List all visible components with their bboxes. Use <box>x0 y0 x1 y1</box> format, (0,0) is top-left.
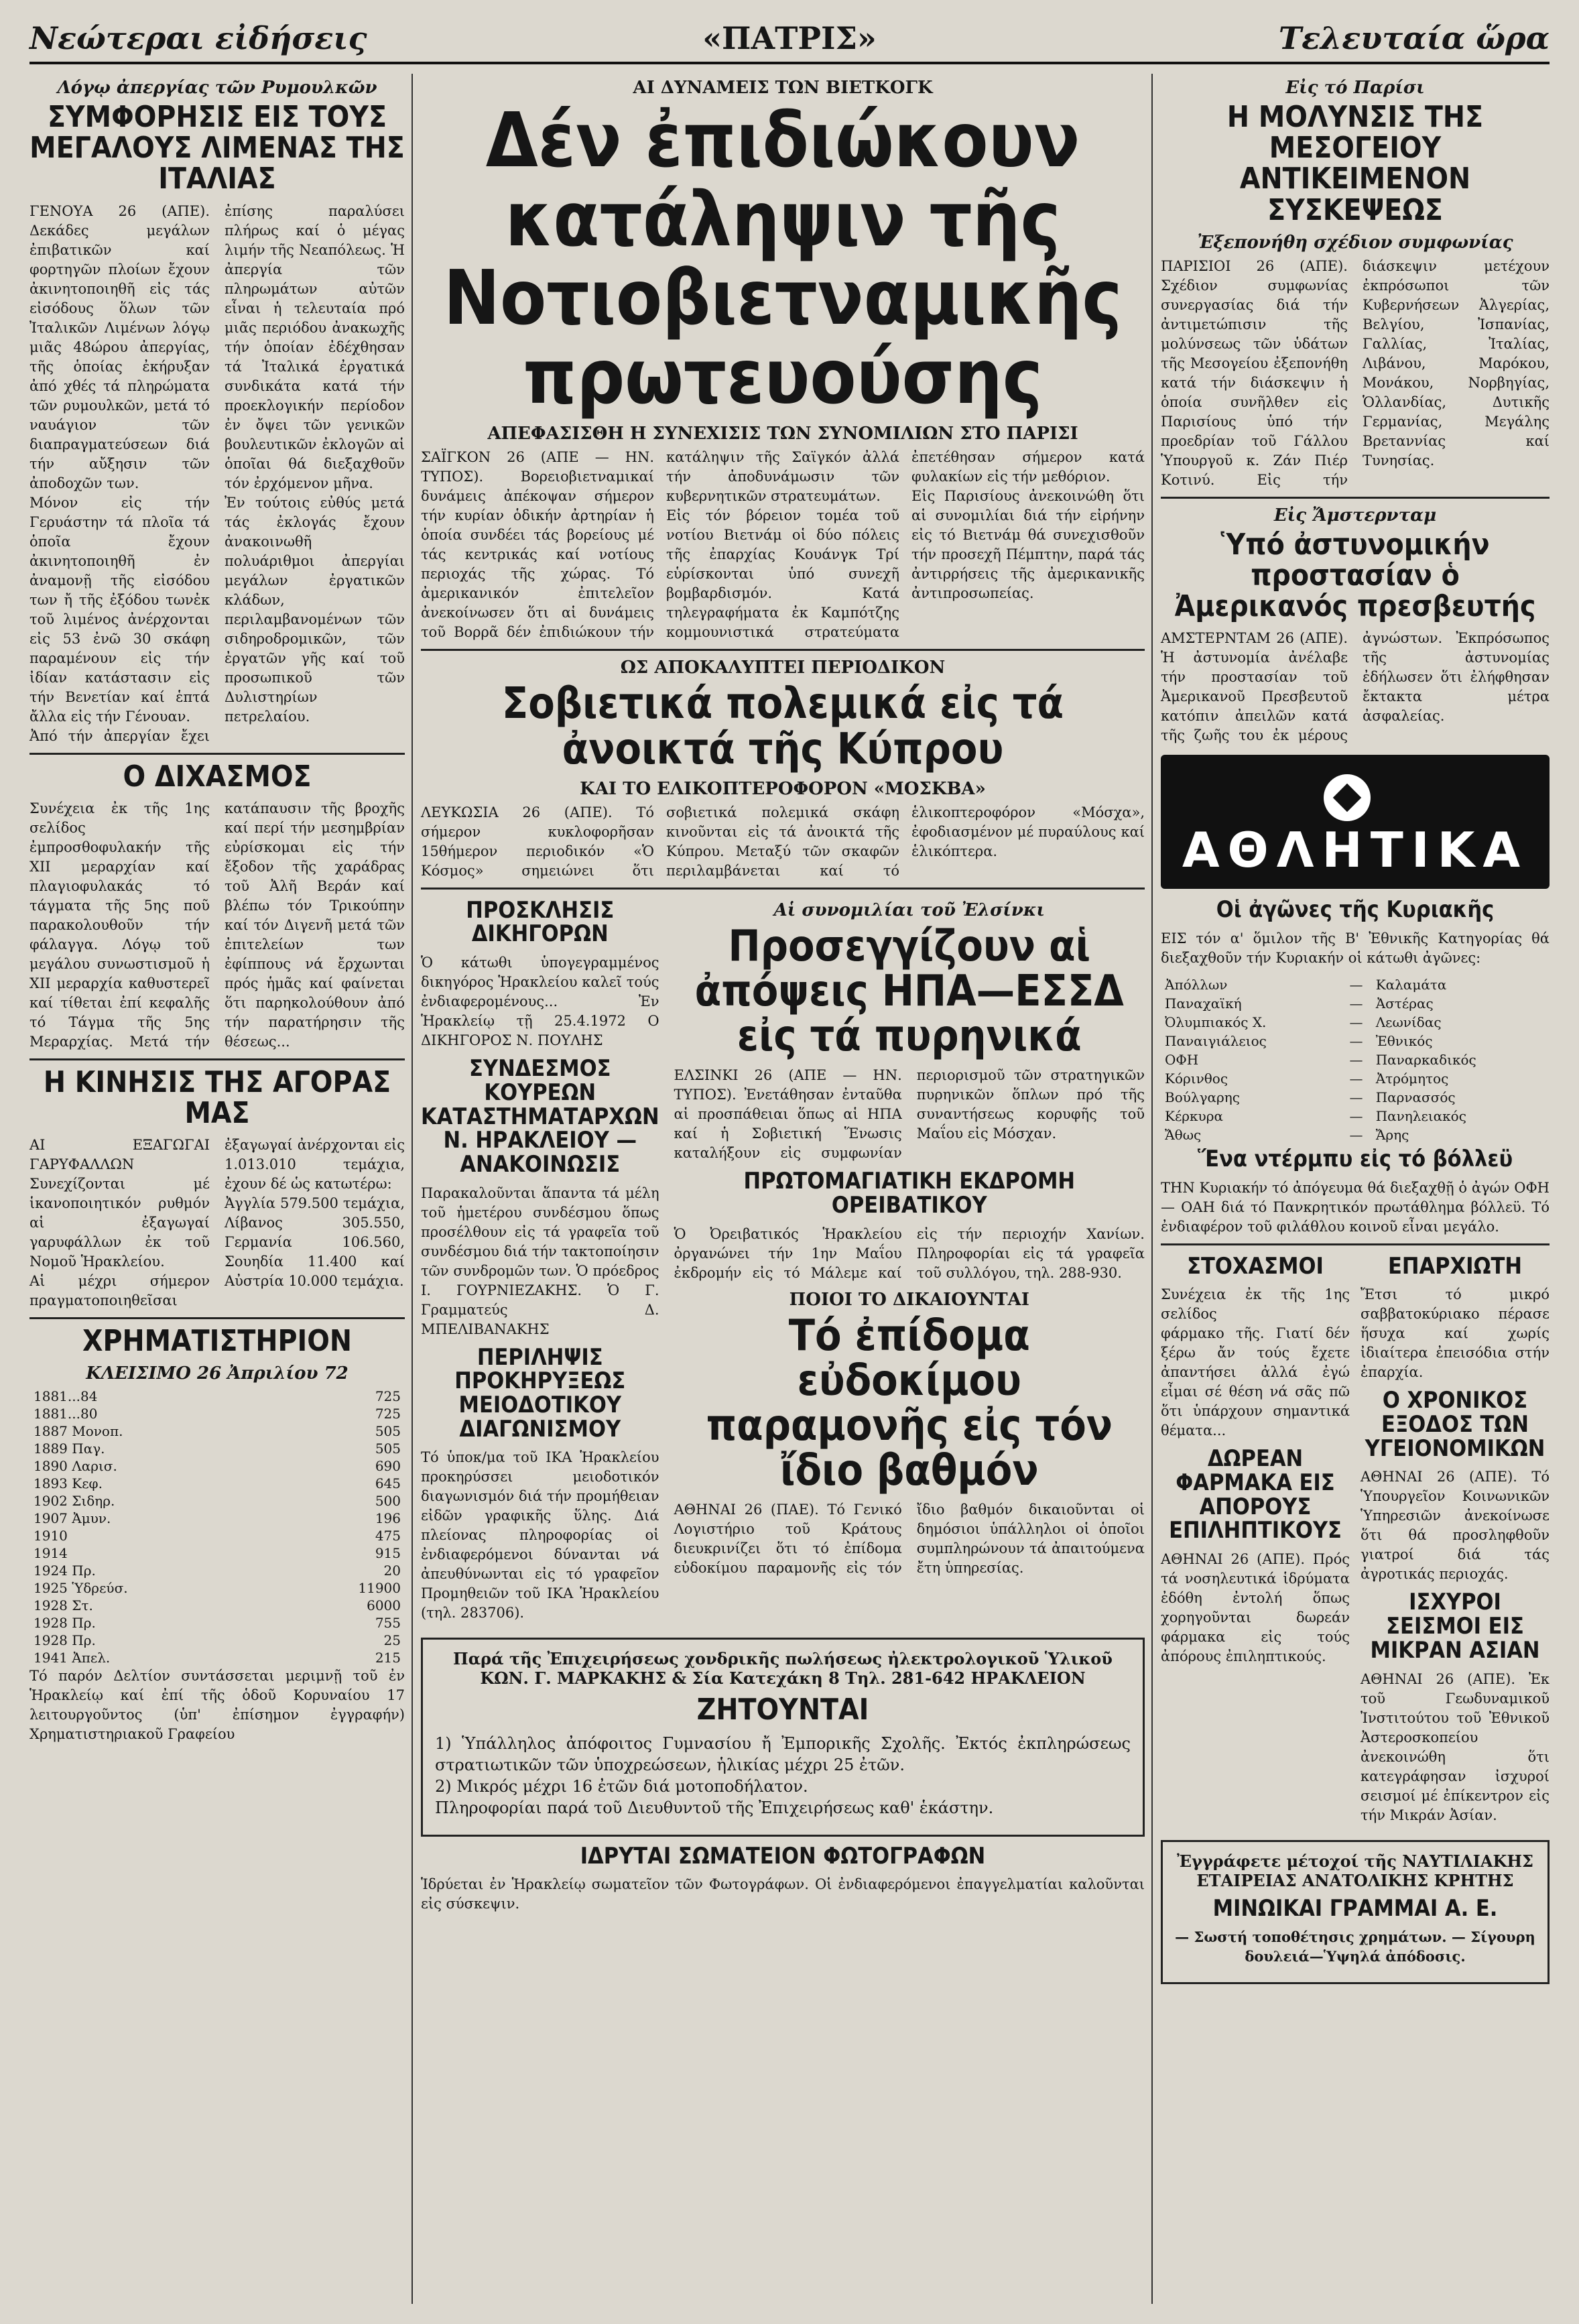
divider <box>1161 497 1550 499</box>
article-headline: Ὑπό ἀστυνομικήν προστασίαν ὁ Ἀμερικανός πρεσβευτής <box>1174 527 1536 624</box>
article-headline: ΠΡΩΤΟΜΑΓΙΑΤΙΚΗ ΕΚΔΡΟΜΗ ΟΡΕΙΒΑΤΙΚΟΥ <box>743 1168 1075 1219</box>
market-label: 1889 Παγ. <box>34 1441 105 1457</box>
article-body: ΑΙ ΕΞΑΓΩΓΑΙ ΓΑΡΥΦΑΛΛΩΝ Συνεχίζονται μέ ἱκανοποιητικόν ρυθμόν αἱ ἐξαγωγαί γαρυφάλλων ἐκ τοῦ Νομοῦ Ἡρακλείου. Αἱ μέχρι σήμερον πραγματοποιηθεῖσαι ἐξαγωγαί ἀνέρχονται εἰς 1.013.010 τεμάχια, ἐχουν δέ ὡς κατωτέρω: Ἀγγλία 579.500 τεμάχια, Λίβανος 305.550, Γερμανία 106.560, Σουηδία 11.400 καί Αὐστρία 10.000 τεμάχια. <box>29 1137 405 1309</box>
away-team: Λεωνίδας <box>1375 1014 1442 1030</box>
lower-right <box>1361 1252 1554 1832</box>
home-team: ΟΦΗ <box>1165 1052 1199 1068</box>
article-kicker: Εἰς Ἄμστερνταμ <box>1273 505 1437 526</box>
fixture-separator: — <box>1349 1052 1363 1068</box>
ad-intro: Παρά τῆς Ἐπιχειρήσεως χονδρικῆς πωλήσεως ἠλεκτρολογικοῦ Ὑλικοῦ ΚΩΝ. Γ. ΜΑΡΚΑΚΗΣ & Σία Κατεχάκη 8 Τηλ. 281-642 ΗΡΑΚΛΕΙΟΝ <box>453 1649 1119 1689</box>
lower-section <box>421 896 1149 1630</box>
lower-left <box>421 896 664 1630</box>
away-team: Ἀτρόμητος <box>1375 1071 1449 1087</box>
article-headline: Ο ΔΙΧΑΣΜΟΣ <box>123 759 312 794</box>
home-team: Ὀλυμπιακός Χ. <box>1165 1014 1267 1030</box>
sports-banner <box>1161 755 1550 889</box>
market-value: 725 <box>375 1388 401 1405</box>
header-center: «ΠΑΤΡΙΣ» <box>702 20 877 56</box>
soviet-headline: Σοβιετικά πολεμικά εἰς τά ἀνοικτά τῆς Κύπρου <box>501 679 1064 774</box>
center-column <box>421 74 1149 2304</box>
article-body: Ἱδρύεται ἐν Ἡρακλείῳ σωματεῖον τῶν Φωτογράφων. Οἱ ἐνδιαφερόμενοι ἐπαγγελματίαι καλοῦνται εἰς σύσκεψιν. <box>421 1876 1149 1912</box>
home-team: Κόρινθος <box>1165 1071 1228 1087</box>
market-table <box>29 1388 405 1666</box>
article-body: ΠΑΡΙΣΙΟΙ 26 (ΑΠΕ). Σχέδιον συμφωνίας συνεργασίας διά τήν ἀντιμετώπισιν τῆς μολύνσεως τῶν ὑδάτων τῆς Μεσογείου ἐξεπονήθη κατά τήν διάσκεψιν ἡ ὁποία συνῆλθεν εἰς Παρισίους ὑπό τήν προεδρίαν τοῦ Γάλλου Ὑπουργοῦ κ. Ζάν Πιέρ Κοτινύ. Εἰς τήν διάσκεψιν μετέχουν ἐκπρόσωποι τῶν Κυβερνήσεων Ἀλγερίας, Βελγίου, Ἰσπανίας, Γαλλίας, Ἰταλίας, Λιβάνου, Μαρόκου, Μονάκου, Νορβηγίας, Ὁλλανδίας, Δυτικῆς Γερμανίας, Μεγάλης Βρεταννίας καί Τυνησίας. <box>1161 257 1554 488</box>
market-footnote: Τό παρόν Δελτίον συντάσσεται μεριμνῇ τοῦ ἐν Ἡρακλείῳ καί ἐπί τῆς ὁδοῦ Κορυναίου 17 λειτουργοῦντος (ὑπ' ἐπίσημον ἐγγραφήν) Χρηματιστηριακοῦ Γραφείου <box>29 1668 409 1743</box>
home-team: Βούλγαρης <box>1165 1089 1240 1105</box>
market-row <box>29 1614 405 1632</box>
market-value: 500 <box>375 1493 401 1510</box>
market-value: 645 <box>375 1475 401 1492</box>
article-headline: Η ΚΙΝΗΣΙΣ ΤΗΣ ΑΓΟΡΑΣ ΜΑΣ <box>43 1064 391 1130</box>
right-column <box>1161 74 1554 2304</box>
column-rule <box>412 74 413 2304</box>
market-value: 20 <box>383 1563 401 1579</box>
ad-foot: — Σωστή τοποθέτησις χρημάτων. — Σίγουρη δουλειά—Ὑψηλά ἀπόδοσις. <box>1175 1929 1541 1965</box>
sports-headline: Οἱ ἀγῶνες τῆς Κυριακῆς <box>1216 896 1495 924</box>
hpa-kicker: Αἱ συνομιλίαι τοῦ Ἐλσίνκι <box>773 900 1045 920</box>
away-team: Ἀστέρας <box>1375 995 1434 1012</box>
article-headline: ΣΥΝΔΕΣΜΟΣ ΚΟΥΡΕΩΝ ΚΑΤΑΣΤΗΜΑΤΑΡΧΩΝ Ν. ΗΡΑΚΛΕΙΟΥ — ΑΝΑΚΟΙΝΩΣΙΣ <box>421 1055 659 1178</box>
market-value: 6000 <box>367 1597 401 1614</box>
fixture-separator: — <box>1349 1108 1363 1124</box>
sports-label: ΑΘΛΗΤΙΚΑ <box>1182 822 1529 879</box>
shipping-ad <box>1161 1840 1550 1985</box>
article-body: Παρακαλοῦνται ἅπαντα τά μέλη τοῦ ἡμετέρου συνδέσμου ὅπως προσέλθουν εἰς τά γραφεῖα τοῦ συνδέσμου διά τήν τακτοποίησιν τῶν συνδρομῶν των. Ὁ πρόεδρος Ι. ΓΟΥΡΝΙΕΖΑΚΗΣ. Ὁ Γ. Γραμματεύς Δ. ΜΠΕΛΙΒΑΝΑΚΗΣ <box>421 1184 664 1337</box>
lead-subhead: ΑΠΕΦΑΣΙΣΘΗ Η ΣΥΝΕΧΙΣΙΣ ΤΩΝ ΣΥΝΟΜΙΛΙΩΝ ΣΤΟ ΠΑΡΙΣΙ <box>487 424 1078 444</box>
article-headline: ΠΕΡΙΛΗΨΙΣ ΠΡΟΚΗΡΥΞΕΩΣ ΜΕΙΟΔΟΤΙΚΟΥ ΔΙΑΓΩΝΙΣΜΟΥ <box>454 1343 626 1443</box>
away-team: Παρνασσός <box>1375 1089 1456 1105</box>
market-subhead: ΚΛΕΙΣΙΜΟ 26 Ἀπριλίου 72 <box>86 1363 349 1384</box>
article-body: ΓΕΝΟΥΑ 26 (ΑΠΕ). Δεκάδες μεγάλων ἐπιβατικῶν καί φορτηγῶν πλοίων ἔχουν ἀκινητοποιηθῆ εἰς τάς εἰσόδους ὅλων τῶν Ἰταλικῶν Λιμένων λόγῳ μιᾶς 48ώρου ἀπεργίας, τῆς ὁποίας ἐκήρυξαν ἀπό χθές τά πληρώματα τῶν ρυμουλκῶν, μετά τό ναυάγιον τῶν διαπραγματεύσεων διά τήν αὔξησιν τῶν ἀποδοχῶν των. Μόνον εἰς τήν Γερυάστην τά πλοῖα τά ὁποῖα ἔχουν ἀκινητοποιηθῆ ἐν ἀναμονῇ τῆς εἰσόδου των ἤ τῆς ἐξόδου τωνἐκ τοῦ λιμένος ἀνέρχονται εἰς 53 ἐνῶ 30 σκάφη παραμένουν εἰς τήν ἰδίαν κατάστασιν εἰς τήν Βενετίαν καί ἑπτά ἄλλα εἰς τήν Γένουαν. Ἀπό τήν ἀπεργίαν ἔχει ἐπίσης παραλύσει πλήρως καί ὁ μέγας λιμήν τῆς Νεαπόλεως. Ἡ ἀπεργία τῶν πληρωμάτων αὐτῶν εἶναι ἡ τελευταία πρό μιᾶς περιόδου ἀνακωχῆς τήν ὁποίαν ἐδέχθησαν τά Ἰταλικά ἐργατικά συνδικάτα κατά τήν προεκλογικήν περίοδον ἐν ὄψει τῶν γενικῶν βουλευτικῶν ἐκλογῶν αἱ ὁποῖαι θά διεξαχθοῦν τόν ἐρχόμενον μῆνα. Ἐν τούτοις εὐθύς μετά τάς ἐκλογάς ἔχουν ἀνακοινωθῆ πολυάριθμοι ἀπεργίαι μεγάλων ἐργατικῶν κλάδων, περιλαμβανομένων τῶν σιδηροδρομικῶν, τῶν ἐργατῶν γῆς καί τοῦ προσωπικοῦ τῶν Δυλιστηρίων πετρελαίου. <box>29 202 405 744</box>
market-row <box>29 1579 405 1597</box>
fixture-separator: — <box>1349 977 1363 993</box>
article-body: ΑΘΗΝΑΙ 26 (ΑΠΕ). Πρός τά νοσηλευτικά ἱδρύματα ἐδόθη ἐντολή ὅπως χορηγοῦνται δωρεάν φάρμακα εἰς τούς ἀπόρους ἐπιληπτικούς. <box>1161 1551 1354 1665</box>
sports-body: ΤΗΝ Κυριακήν τό ἀπόγευμα θά διεξαχθῇ ὁ ἀγών ΟΦΗ — ΟΑΗ διά τό Πανκρητικόν πρωτάθλημα βόλλεϋ. Τό ἐνδιαφέρον τοῦ φιλάθλου κοινοῦ εἶναι μεγάλο. <box>1161 1179 1554 1235</box>
market-label: 1881...80 <box>34 1406 98 1422</box>
market-row <box>29 1632 405 1649</box>
market-value: 11900 <box>358 1580 401 1597</box>
divider <box>29 1317 405 1319</box>
market-value: 505 <box>375 1441 401 1457</box>
article-headline: ΣΤΟΧΑΣΜΟΙ <box>1187 1252 1324 1280</box>
away-team: Παναρκαδικός <box>1375 1052 1476 1068</box>
fixture-separator: — <box>1349 1014 1363 1030</box>
divider <box>29 1058 405 1060</box>
article-headline: Ο ΧΡΟΝΙΚΟΣ ΕΞΟΔΟΣ ΤΩΝ ΥΓΕΙΟΝΟΜΙΚΩΝ <box>1365 1387 1545 1462</box>
away-team: Καλαμάτα <box>1375 977 1447 993</box>
home-team: Παναιγιάλειος <box>1165 1033 1267 1049</box>
article-body: Συνέχεια ἐκ τῆς 1ης σελίδος φάρμακο τῆς. Γιατί δέν ξέρω ἄν τούς ἔχετε ἀπαντήσει ἀλλά ἐγώ εἶμαι σέ θέση νά σᾶς πῶ ὅτι ὑπάρχουν σημαντικά θέματα... <box>1161 1286 1350 1439</box>
market-label: 1928 Πρ. <box>34 1615 96 1632</box>
market-value: 915 <box>375 1545 401 1562</box>
divider <box>29 753 405 755</box>
fixture-separator: — <box>1349 1033 1363 1049</box>
soviet-body: ΛΕΥΚΩΣΙΑ 26 (ΑΠΕ). Τό σήμερον κυκλοφορῆσαν 15θήμερον περιοδικόν «Ὁ Κόσμος» σημειώνει ὅτι σοβιετικά πολεμικά σκάφη κινοῦνται εἰς τά ἀνοικτά τῆς Κύπρου. Μεταξύ τῶν σκαφῶν περιλαμβάνεται καί τό ἑλικοπτεροφόρον «Μόσχα», ἐφοδιασμένον μέ πυραύλους καί ἑλικόπτερα. <box>421 804 1149 879</box>
market-row <box>29 1597 405 1614</box>
lead-headline: Δέν ἐπιδιώκουν κατάληψιν τῆς Νοτιοβιετναμικῆς πρωτευούσης <box>443 97 1123 421</box>
market-label: 1881...84 <box>34 1388 98 1405</box>
market-value: 725 <box>375 1406 401 1422</box>
benefit-headline: Τό ἐπίδομα εὐδοκίμου παραμονῆς εἰς τόν ἴδιο βαθμόν <box>706 1310 1113 1496</box>
home-team: Ἀπόλλων <box>1165 977 1228 993</box>
market-headline: ΧΡΗΜΑΤΙΣΤΗΡΙΟΝ <box>82 1324 353 1359</box>
ad-body: 1) Ὑπάλληλος ἀπόφοιτος Γυμνασίου ἤ Ἐμπορικῆς Σχολῆς. Ἐκτός ἐκπληρώσεως στρατιωτικῶν τῶν ὑποχρεώσεων, ἡλικίας μέχρι 25 ἐτῶν. 2) Μικρός μέχρι 16 ἐτῶν διά μοτοποδήλατον. Πληροφορίαι παρά τοῦ Διευθυντοῦ τῆς Ἐπιχειρήσεως καθ' ἑκάστην. <box>435 1733 1131 1817</box>
market-value: 755 <box>375 1615 401 1632</box>
fixture-row <box>1162 995 1548 1012</box>
fixture-row <box>1162 1051 1548 1068</box>
article-headline: ΙΣΧΥΡΟΙ ΣΕΙΣΜΟΙ ΕΙΣ ΜΙΚΡΑΝ ΑΣΙΑΝ <box>1370 1589 1540 1664</box>
market-value: 25 <box>383 1632 401 1649</box>
divider <box>1161 1243 1550 1245</box>
fixture-separator: — <box>1349 1127 1363 1143</box>
article-headline: ΙΔΡΥΤΑΙ ΣΩΜΑΤΕΙΟΝ ΦΩΤΟΓΡΑΦΩΝ <box>580 1842 986 1870</box>
lower-right <box>674 896 1149 1630</box>
ad-headline: ΖΗΤΟΥΝΤΑΙ <box>696 1693 869 1727</box>
article-body: Ὁ κάτωθι ὑπογεγραμμένος δικηγόρος Ἡρακλείου καλεῖ τούς ἐνδιαφερομένους... Ἐν Ἡρακλείῳ τῇ 25.4.1972 Ο ΔΙΚΗΓΟΡΟΣ Ν. ΠΟΥΛΗΣ <box>421 955 664 1049</box>
market-row <box>29 1388 405 1405</box>
market-label: 1925 Ὑδρεύσ. <box>34 1580 128 1597</box>
market-row <box>29 1422 405 1440</box>
market-row <box>29 1649 405 1666</box>
classified-ad <box>421 1638 1145 1836</box>
left-column <box>29 74 409 2304</box>
fixture-row <box>1162 1070 1548 1087</box>
article-body: Ἔτσι τό μικρό σαββατοκύριακο πέρασε ἥσυχα καί χωρίς ἰδιαίτερα ἐπεισόδια στήν ἐπαρχία. <box>1361 1286 1554 1381</box>
article-body: Συνέχεια ἐκ τῆς 1ης σελίδος ἐμπροσθοφυλακήν τῆς ΧΙΙ μεραρχίαν καί πλαγιοφυλακάς τό τάγματα τῆς 5ης ποῦ παρακολουθοῦν τήν φάλαγγα. Λόγῳ τοῦ μεγάλου συνωστισμοῦ ἡ ΧΙΙ μεραρχία καθυστερεῖ καί τίθεται ἐπί κεφαλῆς τό Τάγμα τῆς 5ης Μεραρχίας. Μετά τήν κατάπαυσιν τῆς βροχῆς καί περί τήν μεσημβρίαν εὐρίσκομαι εἰς τήν ἔξοδον τῆς χαράδρας τοῦ Ἀλῆ Βεράν καί βλέπω τόν Τρικούπην καί τόν Διγενῆ μετά τῶν ἐπιτελείων των ἐφίππους νά ἔρχωνται πρός ἡμᾶς καί φαίνεται ὅτι παρηκολούθουν ἀπό τήν παρατήρησιν τῆς θέσεως... <box>29 800 405 1050</box>
header-left: Νεώτεραι εἰδήσεις <box>29 20 367 56</box>
article-body: ΑΘΗΝΑΙ 26 (ΑΠΕ). Ἐκ τοῦ Γεωδυναμικοῦ Ἰνστιτούτου τοῦ Ἐθνικοῦ Ἀστεροσκοπείου ἀνεκοινώθη ὅτι κατεγράφησαν ἰσχυροί σεισμοί μέ ἐπίκεντρον εἰς τήν Μικράν Ἀσίαν. <box>1361 1670 1554 1823</box>
away-team: Ἄρης <box>1375 1127 1409 1143</box>
article-headline: ΠΡΟΣΚΛΗΣΙΣ ΔΙΚΗΓΟΡΩΝ <box>466 896 615 948</box>
market-value: 196 <box>375 1510 401 1527</box>
article-body: Ὁ Ὀρειβατικός Ἡρακλείου ὀργανώνει τήν 1ην Μαΐου ἐκδρομήν εἰς τό Μάλεμε καί εἰς τήν περιοχήν Χανίων. Πληροφορίαι εἰς τά γραφεῖα τοῦ συλλόγου, τηλ. 288-930. <box>674 1225 1149 1281</box>
market-label: 1924 Πρ. <box>34 1563 96 1579</box>
article-headline: ΔΩΡΕΑΝ ΦΑΡΜΑΚΑ ΕΙΣ ΑΠΟΡΟΥΣ ΕΠΙΛΗΠΤΙΚΟΥΣ <box>1169 1445 1342 1544</box>
fixture-separator: — <box>1349 995 1363 1012</box>
fixture-row <box>1162 1089 1548 1106</box>
ad-company: ΜΙΝΩΙΚΑΙ ΓΡΑΜΜΑΙ Α. Ε. <box>1212 1894 1498 1922</box>
article-body: ΑΜΣΤΕΡΝΤΑΜ 26 (ΑΠΕ). Ἡ ἀστυνομία ἀνέλαβε τήν προστασίαν τοῦ Ἀμερικανοῦ Πρεσβευτοῦ κατόπιν ἀπειλῶν κατά τῆς ζωῆς του ἐκ μέρους ἀγνώστων. Ἐκπρόσωπος τῆς ἀστυνομίας ἐδήλωσεν ὅτι ἐλήφθησαν ἔκτακτα μέτρα ἀσφαλείας. <box>1161 630 1554 744</box>
market-value: 475 <box>375 1528 401 1544</box>
market-label: 1907 Ἀμυν. <box>34 1510 111 1527</box>
market-row <box>29 1544 405 1562</box>
sports-headline: Ἕνα ντέρμπυ εἰς τό βόλλεϋ <box>1197 1146 1513 1172</box>
market-row <box>29 1510 405 1527</box>
fixture-row <box>1162 1014 1548 1031</box>
article-subhead: Ἐξεπονήθη σχέδιον συμφωνίας <box>1197 232 1513 253</box>
market-label: 1887 Μονοπ. <box>34 1423 123 1440</box>
article-headline: ΕΠΑΡΧΙΩΤΗ <box>1387 1252 1522 1280</box>
market-row <box>29 1527 405 1544</box>
football-icon <box>1324 774 1371 821</box>
market-label: 1928 Στ. <box>34 1597 93 1614</box>
article-headline: ΣΥΜΦΟΡΗΣΙΣ ΕΙΣ ΤΟΥΣ ΜΕΓΑΛΟΥΣ ΛΙΜΕΝΑΣ ΤΗΣ ΙΤΑΛΙΑΣ <box>29 100 405 196</box>
ad-intro: Ἐγγράφετε μέτοχοί τῆς ΝΑΥΤΙΛΙΑΚΗΣ ΕΤΑΙΡΕΙΑΣ ΑΝΑΤΟΛΙΚΗΣ ΚΡΗΤΗΣ <box>1177 1851 1539 1890</box>
fixture-row <box>1162 1107 1548 1125</box>
fixture-row <box>1162 1032 1548 1050</box>
divider <box>421 888 1145 890</box>
hpa-headline: Προσεγγίζουν αἱ ἀπόψεις ΗΠΑ—ΕΣΣΔ εἰς τά πυρηνικά <box>694 921 1124 1062</box>
market-label: 1893 Κεφ. <box>34 1475 103 1492</box>
market-label: 1941 Ἀπελ. <box>34 1650 111 1666</box>
away-team: Πανηλειακός <box>1375 1108 1466 1124</box>
market-row <box>29 1475 405 1492</box>
away-team: Ἐθνικός <box>1375 1033 1433 1049</box>
fixture-separator: — <box>1349 1071 1363 1087</box>
article-headline: Η ΜΟΛΥΝΣΙΣ ΤΗΣ ΜΕΣΟΓΕΙΟΥ ΑΝΤΙΚΕΙΜΕΝΟΝ ΣΥΣΚΕΨΕΩΣ <box>1226 100 1484 227</box>
article-kicker: Εἰς τό Παρίσι <box>1285 78 1425 98</box>
market-label: 1914 <box>34 1545 68 1562</box>
market-value: 690 <box>375 1458 401 1475</box>
home-team: Ἄθως <box>1165 1127 1202 1143</box>
lead-kicker: ΑΙ ΔΥΝΑΜΕΙΣ ΤΩΝ ΒΙΕΤΚΟΓΚ <box>633 78 933 98</box>
article-kicker: Λόγῳ ἀπεργίας τῶν Ρυμουλκῶν <box>57 78 377 98</box>
home-team: Παναχαϊκή <box>1165 995 1242 1012</box>
market-row <box>29 1457 405 1475</box>
lower-left <box>1161 1252 1354 1832</box>
fixture-row <box>1162 1126 1548 1144</box>
market-row <box>29 1492 405 1510</box>
lead-body: ΣΑΪΓΚΟΝ 26 (ΑΠΕ — ΗΝ. ΤΥΠΟΣ). Βορειοβιετναμικαί δυνάμεις ἀπέκοψαν σήμερον τήν κυρίαν ὁδικήν ἀρτηρίαν ἡ ὁποία συνδέει τάς βορείους μέ τάς κεντρικάς καί νοτίους περιοχάς τῆς χώρας. Τό ἀμερικανικόν ἐπιτελεῖον ἀνεκοίνωσεν ὅτι αἱ δυνάμεις τοῦ Βορρᾶ δέν ἐπιδιώκουν τήν κατάληψιν τῆς Σαϊγκόν ἀλλά τήν ἀποδυνάμωσιν τῶν κυβερνητικῶν στρατευμάτων. Εἰς τόν βόρειον τομέα τοῦ νοτίου Βιετνάμ οἱ δύο πόλεις τῆς ἐπαρχίας Κουάνγκ Τρί εὑρίσκονται ὑπό συνεχῆ βομβαρδισμόν. Κατά τηλεγραφήματα ἐκ Καμπότζης κομμουνιστικά στρατεύματα ἐπετέθησαν σήμερον κατά φυλακίων εἰς τήν μεθόριον. Εἰς Παρισίους ἀνεκοινώθη ὅτι αἱ συνομιλίαι διά τήν εἰρήνην εἰς τό Βιετνάμ θά συνεχισθοῦν τήν προσεχῆ Πέμπτην, παρά τάς ἀντιρρήσεις τῆς ἀμερικανικῆς ἀντιπροσωπείας. <box>421 449 1145 641</box>
market-row <box>29 1405 405 1422</box>
market-value: 505 <box>375 1423 401 1440</box>
divider <box>421 649 1145 651</box>
masthead <box>29 20 1550 64</box>
article-body: ΑΘΗΝΑΙ 26 (ΑΠΕ). Τό Ὑπουργεῖον Κοινωνικῶν Ὑπηρεσιῶν ἀνεκοίνωσε ὅτι θά προσληφθοῦν γιατροί διά τάς ἀγροτικάς περιοχάς. <box>1361 1469 1554 1583</box>
market-label: 1902 Σιδηρ. <box>34 1493 115 1510</box>
market-label: 1910 <box>34 1528 68 1544</box>
soviet-kicker: ΩΣ ΑΠΟΚΑΛΥΠΤΕΙ ΠΕΡΙΟΔΙΚΟΝ <box>620 658 946 678</box>
fixture-row <box>1162 976 1548 993</box>
home-team: Κέρκυρα <box>1165 1108 1223 1124</box>
hpa-body: ΕΛΣΙΝΚΙ 26 (ΑΠΕ — ΗΝ. ΤΥΠΟΣ). Ἐνετάθησαν ἐνταῦθα αἱ προσπάθειαι ὅπως αἱ ΗΠΑ καί ἡ Σοβιετική Ἕνωσις καταλήξουν εἰς συμφωνίαν περιορισμοῦ τῶν στρατηγικῶν πυρηνικῶν ὅπλων πρό τῆς συναντήσεως κορυφῆς τοῦ Μαΐου εἰς Μόσχαν. <box>674 1067 1149 1162</box>
market-value: 215 <box>375 1650 401 1666</box>
article-body: Τό ὑποκ/μα τοῦ ΙΚΑ Ἡρακλείου προκηρύσσει μειοδοτικόν διαγωνισμόν διά τήν προμήθειαν εἰδῶν γραφικῆς ὕλης. Διά πλείονας πληροφορίας οἱ ἐνδιαφερόμενοι δύνανται νά ἀπευθύνωνται εἰς τό γραφεῖον Προμηθειῶν τοῦ ΙΚΑ Ἡρακλείου (τηλ. 283706). <box>421 1449 664 1622</box>
market-label: 1928 Πρ. <box>34 1632 96 1649</box>
header-right: Τελευταία ὥρα <box>1278 20 1550 56</box>
lower-split <box>1161 1252 1554 1832</box>
market-row <box>29 1562 405 1579</box>
market-row <box>29 1440 405 1457</box>
fixtures-table <box>1161 975 1550 1145</box>
market-label: 1890 Λαρισ. <box>34 1458 117 1475</box>
benefit-kicker: ΠΟΙΟΙ ΤΟ ΔΙΚΑΙΟΥΝΤΑΙ <box>789 1289 1029 1310</box>
fixture-separator: — <box>1349 1089 1363 1105</box>
sports-intro: ΕΙΣ τόν α' ὅμιλον τῆς Β' Ἐθνικῆς Κατηγορίας θά διεξαχθοῦν τήν Κυριακήν οἱ κάτωθι ἀγῶνες: <box>1161 930 1554 966</box>
benefit-body: ΑΘΗΝΑΙ 26 (ΠΑΕ). Τό Γενικό Λογιστήριο τοῦ Κράτους διευκρινίζει ὅτι τό ἐπίδομα εὐδοκίμου παραμονῆς εἰς τόν ἴδιο βαθμόν δικαιοῦνται οἱ δημόσιοι ὑπάλληλοι οἱ ὁποῖοι συμπληρώνουν τά ἀπαιτούμενα ἔτη ὑπηρεσίας. <box>674 1502 1149 1577</box>
soviet-subhead: ΚΑΙ ΤΟ ΕΛΙΚΟΠΤΕΡΟΦΟΡΟΝ «ΜΟΣΚΒΑ» <box>580 778 986 799</box>
column-rule <box>1151 74 1153 2304</box>
